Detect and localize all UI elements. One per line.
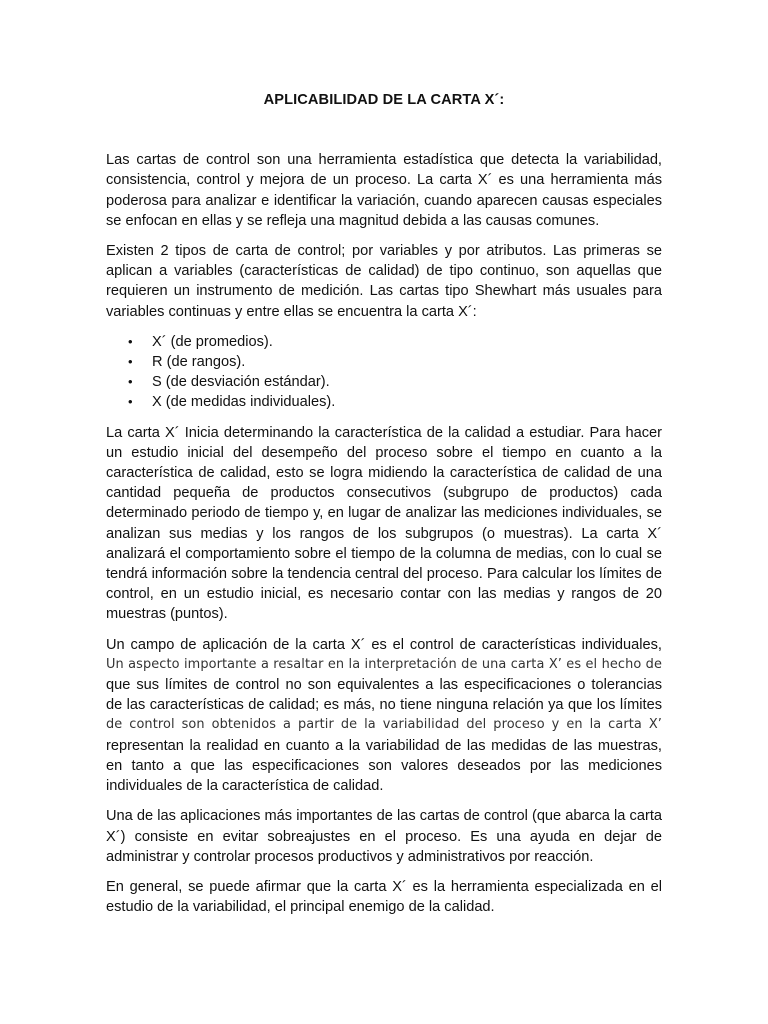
list-item	[106, 332, 662, 352]
paragraph-line: individuales de la característica de calidad.	[106, 778, 384, 795]
list-item-text: S (de desviación estándar).	[152, 374, 330, 391]
paragraph-application	[106, 635, 662, 797]
list-item	[106, 352, 662, 372]
list-item	[106, 372, 662, 392]
list-item-text: X (de medidas individuales).	[152, 394, 336, 411]
paragraph-overadjustment: Una de las aplicaciones más importantes de las cartas de control (que abarca la carta X´) consiste en evitar sobreajustes en el proceso. Es una ayuda en dejar de administrar y controlar procesos productivos y administrativos por reacción.	[106, 808, 662, 865]
paragraph-line: que sus límites de control no son equivalentes a las especificaciones o tolerancias	[106, 677, 662, 694]
paragraph-line: de control son obtenidos a partir de la variabilidad del proceso y en la carta X’	[106, 717, 662, 733]
paragraph-line: representan la realidad en cuanto a la variabilidad de las medidas de las muestras,	[106, 737, 662, 754]
paragraph-line: Un campo de aplicación de la carta X´ es el control de características individuales,	[106, 636, 662, 653]
list-item-text: X´ (de promedios).	[152, 333, 273, 350]
paragraph-intro: Las cartas de control son una herramienta estadística que detecta la variabilidad, consistencia, control y mejora de un proceso. La carta X´ es una herramienta más poderosa para analizar e identificar la variación, cuando aparecen causas especiales se enfocan en ellas y se refleja una magnitud debida a las causas comunes.	[106, 152, 662, 229]
paragraph-types: Existen 2 tipos de carta de control; por variables y por atributos. Las primeras se aplican a variables (características de calidad) de tipo continuo, son aquellas que requieren un instrumento de medición. Las cartas tipo Shewhart más usuales para variables continuas y entre ellas se encuentra la carta X´:	[106, 243, 662, 320]
paragraph-conclusion: En general, se puede afirmar que la carta X´ es la herramienta especializada en el estudio de la variabilidad, el principal enemigo de la calidad.	[106, 878, 662, 916]
chart-types-list	[106, 332, 662, 413]
paragraph-procedure: La carta X´ Inicia determinando la característica de la calidad a estudiar. Para hacer un estudio inicial del desempeño del proceso sobre el tiempo en cuanto a la característica de calidad, esto se logra midiendo la característica de calidad de una cantidad pequeña de productos consecutivos (subgrupo de productos) cada determinado periodo de tiempo y, en lugar de analizar las mediciones individuales, se analizan sus medias y los rangos de los subgrupos (o muestras). La carta X´ analizará el comportamiento sobre el tiempo de la columna de medias, con lo cual se tendrá información sobre la tendencia central del proceso. Para calcular los límites de control, en un estudio inicial, es necesario contar con las medias y rangos de 20 muestras (puntos).	[106, 424, 662, 623]
paragraph-line: Un aspecto importante a resaltar en la interpretación de una carta X’ es el hecho de	[106, 656, 662, 672]
document-body	[106, 0, 662, 917]
paragraph-line: de las características de calidad; es más, no tiene ninguna relación ya que los límites	[106, 697, 662, 714]
bullet-icon: •	[128, 333, 133, 349]
list-item-text: R (de rangos).	[152, 354, 246, 371]
bullet-icon: •	[128, 374, 133, 390]
bullet-icon: •	[128, 394, 133, 410]
document-title: APLICABILIDAD DE LA CARTA X´:	[263, 92, 505, 108]
bullet-icon: •	[128, 354, 133, 370]
paragraph-line: en tanto a que las especificaciones son valores deseados por las mediciones	[106, 757, 662, 774]
list-item	[106, 392, 662, 412]
